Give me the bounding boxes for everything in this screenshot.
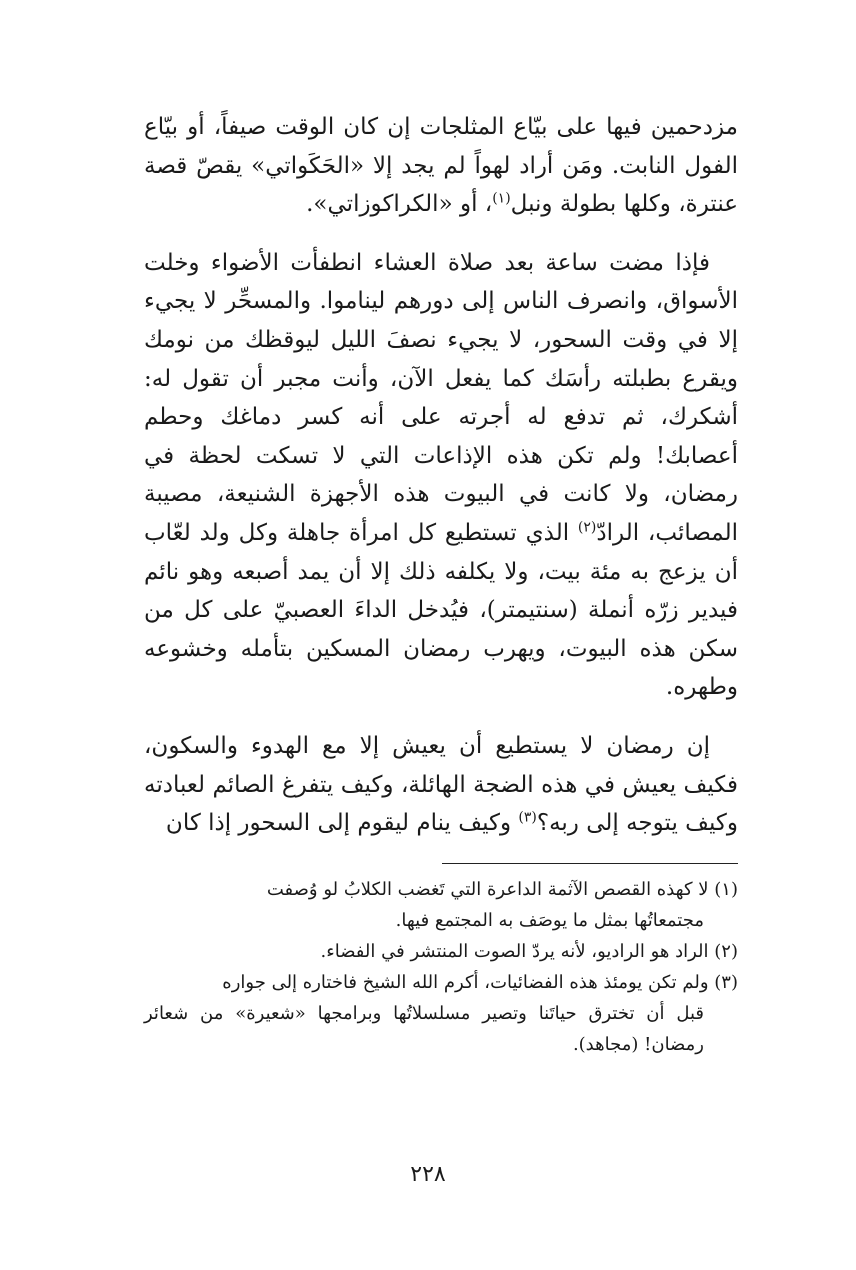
- footnotes: [144, 874, 738, 1060]
- paragraph-2-text-end: الذي تستطيع كل امرأة جاهلة وكل ولد لعّاب أن يزعج به مئة بيت، ولا يكلفه ذلك إلا أن يمد أصبعه وهو نائم فيدير زرّه أنملة (سنتيمتر)، فيُدخل الداءَ العصبيّ على كل من سكن هذه البيوت، ويهرب رمضان المسكين بتأمله وخشوعه وطهره.: [144, 519, 738, 701]
- footnote-2: [144, 936, 738, 967]
- footnote-ref-1: (١): [492, 190, 511, 207]
- footnote-3-number: (٣): [714, 971, 738, 993]
- footnote-3: [144, 967, 738, 1060]
- footnote-2-number: (٢): [714, 940, 738, 962]
- paragraph-2-text: فإذا مضت ساعة بعد صلاة العشاء انطفأت الأضواء وخلت الأسواق، وانصرف الناس إلى دورهم ليناموا. والمسحِّر لا يجيء إلا في وقت السحور، لا يجيء نصفَ الليل ليوقظك من نومك ويقرع بطبلته رأسَك كما يفعل الآن، وأنت مجبر أن تقول له: أشكرك، ثم تدفع له أجرته على أنه كسر دماغك وحطم أعصابك! ولم تكن هذه الإذاعات التي لا تسكت لحظة في رمضان، ولا كانت في البيوت هذه الأجهزة الشنيعة، مصيبة المصائب، الرادّ: [144, 249, 738, 546]
- footnote-3-continuation: قبل أن تخترق حياتَنا وتصير مسلسلاتُها وبرامجها «شعيرة» من شعائر رمضان! (مجاهد).: [144, 1002, 704, 1055]
- paragraph-3: [144, 727, 738, 843]
- footnote-ref-3: (٣): [518, 809, 537, 826]
- paragraph-3-text-end: وكيف ينام ليقوم إلى السحور إذا كان: [165, 810, 519, 837]
- paragraph-1-text-end: ، أو «الكراكوزاتي».: [306, 191, 493, 218]
- page-number: ٢٢٨: [410, 1162, 446, 1187]
- footnote-2-text: الراد هو الراديو، لأنه يردّ الصوت المنتشر في الفضاء.: [320, 940, 709, 962]
- paragraph-1: [144, 108, 738, 224]
- paragraph-1-text: مزدحمين فيها على بيّاع المثلجات إن كان الوقت صيفاً، أو بيّاع الفول النابت. ومَن أراد لهواً لم يجد إلا «الحَكَواتي» يقصّ قصة عنترة، وكلها بطولة ونبل: [144, 114, 738, 218]
- main-text: [144, 108, 738, 843]
- footnote-ref-2: (٢): [577, 519, 597, 536]
- footnote-divider: [442, 863, 738, 864]
- footnote-1-text: لا كهذه القصص الآثمة الداعرة التي تَغضب الكلابُ لو وُصفت: [266, 878, 709, 900]
- footnote-3-text: ولم تكن يومئذ هذه الفضائيات، أكرم الله الشيخ فاختاره إلى جواره: [222, 971, 709, 993]
- footnote-1: [144, 874, 738, 936]
- paragraph-2: [144, 244, 738, 707]
- paragraph-3-text: إن رمضان لا يستطيع أن يعيش إلا مع الهدوء والسكون، فكيف يعيش في هذه الضجة الهائلة، وكيف يتفرغ الصائم لعبادته وكيف يتوجه إلى ربه؟: [144, 732, 738, 837]
- footnote-1-continuation: مجتمعاتُها بمثل ما يوصَف به المجتمع فيها.: [395, 909, 704, 931]
- footnote-1-number: (١): [714, 878, 738, 900]
